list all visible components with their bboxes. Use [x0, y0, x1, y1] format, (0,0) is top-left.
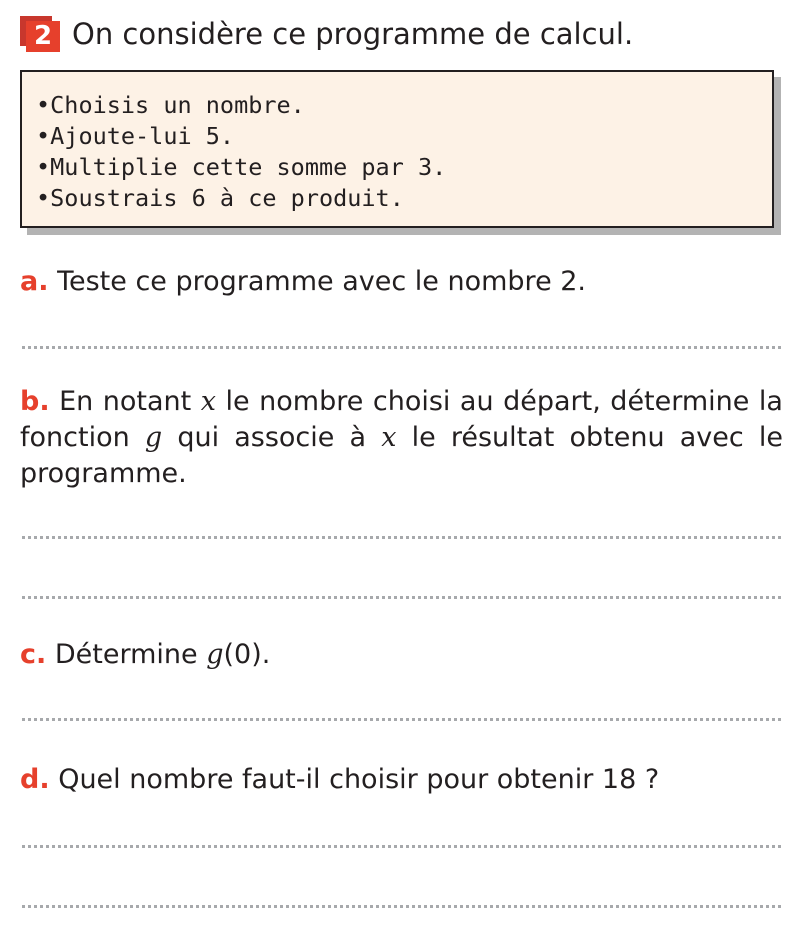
answer-line-a[interactable]	[22, 346, 781, 349]
answer-line-b-1[interactable]	[22, 536, 781, 539]
question-c	[20, 637, 783, 673]
answer-line-d-1[interactable]	[22, 845, 781, 848]
math-variable-x-2: x	[381, 422, 397, 453]
exercise-number-badge	[20, 16, 60, 52]
question-a-text: Teste ce programme avec le nombre 2.	[57, 266, 587, 297]
question-b-text-3: qui associe à	[177, 422, 367, 453]
question-b-text-1: En notant	[59, 386, 192, 417]
exercise-intro: On considère ce programme de calcul.	[72, 17, 634, 51]
question-d	[20, 762, 783, 798]
question-b-label: b.	[20, 386, 50, 417]
answer-line-b-2[interactable]	[22, 596, 781, 599]
exercise-header	[20, 14, 633, 54]
question-a	[20, 264, 783, 300]
program-step-4: •Soustrais 6 à ce produit.	[36, 184, 404, 212]
question-c-text: Détermine	[54, 639, 198, 670]
math-function-g-c: g	[206, 639, 224, 670]
question-d-text: Quel nombre faut-il choisir pour obtenir 18 ?	[58, 764, 660, 795]
question-b	[20, 384, 783, 492]
math-variable-x: x	[200, 386, 217, 417]
question-b-text-2: le nombre choisi au départ, détermine la fonction	[20, 386, 783, 453]
answer-line-d-2[interactable]	[22, 905, 781, 908]
exercise-number: 2	[26, 21, 60, 52]
program-step-3: •Multiplie cette somme par 3.	[36, 153, 447, 181]
question-c-argument: (0).	[223, 639, 271, 670]
program-step-2: •Ajoute-lui 5.	[36, 122, 235, 150]
program-step-1: •Choisis un nombre.	[36, 91, 305, 119]
answer-line-c[interactable]	[22, 718, 781, 721]
question-c-label: c.	[20, 639, 47, 670]
question-b-text-4: le résultat obtenu avec le programme.	[20, 422, 783, 489]
question-a-label: a.	[20, 266, 49, 297]
question-d-label: d.	[20, 764, 50, 795]
program-box	[20, 70, 774, 228]
math-function-g: g	[144, 422, 163, 453]
